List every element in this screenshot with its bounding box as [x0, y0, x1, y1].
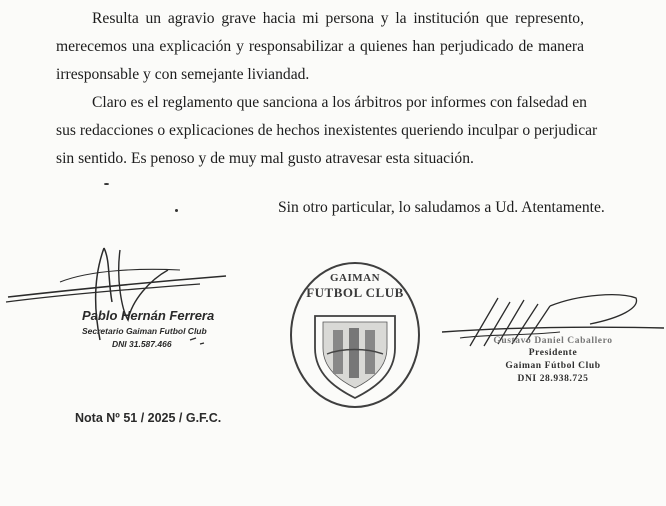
paragraph-line: sus redacciones o explicaciones de hechos inexistentes queriendo inculpar o perjudicar [56, 122, 598, 139]
secretary-role: Secretario Gaiman Futbol Club [82, 326, 207, 336]
paragraph-line: sin sentido. Es penoso y de muy mal gusto atravesar esta situación. [56, 150, 474, 167]
paragraph-complaint [56, 5, 584, 89]
secretary-name: Pablo Hernán Ferrera [82, 308, 215, 323]
paragraph-line: Claro es el reglamento que sanciona a los árbitros por informes con falsedad en [92, 94, 587, 111]
president-id: DNI 28.938.725 [517, 374, 589, 384]
president-signature-block [440, 288, 666, 398]
note-reference: Nota Nº 51 / 2025 / G.F.C. [75, 411, 222, 425]
seal-text-bottom: FUTBOL CLUB [306, 285, 404, 300]
secretary-id: DNI 31.587.466 [112, 339, 172, 349]
president-role: Presidente [528, 348, 578, 358]
paragraph-regulation [56, 89, 598, 173]
club-seal [287, 256, 423, 410]
president-club: Gaiman Fútbol Club [505, 361, 601, 371]
secretary-signature-block [0, 240, 240, 360]
paragraph-line: irresponsable y con semejante liviandad. [56, 66, 310, 83]
paragraph-line: merecemos una explicación y responsabilizar a quienes han perjudicado de manera [56, 38, 584, 55]
closing-salutation: Sin otro particular, lo saludamos a Ud. Atentamente. [278, 199, 605, 216]
ink-mark [175, 209, 178, 212]
president-name: Gustavo Daniel Caballero [493, 336, 613, 346]
ink-mark [104, 183, 109, 185]
paragraph-line: Resulta un agravio grave hacia mi persona y la institución que represento, [92, 10, 584, 27]
seal-text-top: GAIMAN [329, 272, 381, 284]
